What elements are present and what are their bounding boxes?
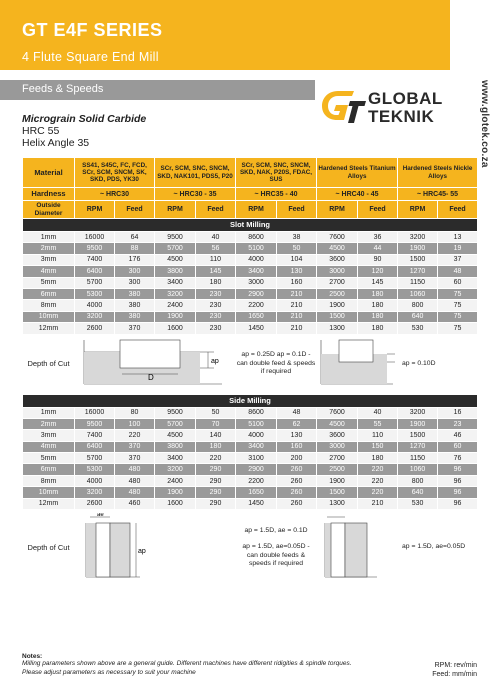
- feed-cell: 19: [438, 243, 478, 254]
- feed-cell: 75: [438, 288, 478, 299]
- feed-cell: 460: [115, 498, 155, 509]
- feed-cell: 23: [438, 418, 478, 429]
- rpm-cell: 7400: [75, 254, 115, 265]
- table-row: [23, 311, 478, 322]
- col-feed: Feed: [358, 201, 398, 219]
- col-feed: Feed: [115, 201, 155, 219]
- rpm-cell: 1600: [155, 323, 196, 334]
- feed-cell: 180: [358, 453, 398, 464]
- diameter-cell: 3mm: [23, 254, 75, 265]
- rpm-cell: 1450: [236, 498, 277, 509]
- rpm-cell: 3000: [317, 266, 358, 277]
- slot-depth-label: [23, 334, 75, 394]
- feed-cell: 260: [277, 464, 317, 475]
- diameter-cell: 10mm: [23, 311, 75, 322]
- material-group-2: SCr, SCM, SNC, SNCM, SKD, NAK101, PDS5, P20: [155, 158, 236, 188]
- feed-cell: 230: [196, 300, 236, 311]
- rpm-cell: 2900: [236, 288, 277, 299]
- rpm-cell: 9500: [75, 243, 115, 254]
- rpm-cell: 8600: [236, 232, 277, 243]
- feed-cell: 96: [438, 475, 478, 486]
- table-row: [23, 243, 478, 254]
- feed-cell: 230: [196, 311, 236, 322]
- rpm-cell: 1150: [398, 453, 438, 464]
- slot-milling-rows: [23, 232, 478, 335]
- feed-cell: 290: [196, 475, 236, 486]
- feed-cell: 260: [277, 475, 317, 486]
- rpm-cell: 4000: [236, 254, 277, 265]
- feed-cell: 64: [115, 232, 155, 243]
- feed-cell: 220: [115, 430, 155, 441]
- rpm-cell: 9500: [155, 407, 196, 418]
- slot-note-2: ap = 0.10D: [402, 359, 436, 367]
- feed-cell: 130: [277, 430, 317, 441]
- col-rpm: RPM: [75, 201, 115, 219]
- rpm-cell: 1450: [236, 323, 277, 334]
- side-depth-label: [23, 510, 75, 586]
- rpm-cell: 1650: [236, 487, 277, 498]
- feed-cell: 370: [115, 453, 155, 464]
- feed-cell: 96: [438, 464, 478, 475]
- feed-cell: 80: [115, 407, 155, 418]
- feed-cell: 180: [196, 277, 236, 288]
- diameter-label: Outside Diameter: [23, 201, 75, 219]
- feed-cell: 180: [358, 311, 398, 322]
- logo-mark-icon: [320, 85, 366, 125]
- material-group-1: SS41, S45C, FC, FCD, SCr, SCM, SNCM, SK, SKD, PDS, YK30: [75, 158, 155, 188]
- slot-diagram-cell-1: [75, 334, 236, 394]
- feed-cell: 480: [115, 487, 155, 498]
- rpm-cell: 9500: [75, 418, 115, 429]
- rpm-cell: 3200: [398, 407, 438, 418]
- rpm-cell: 2700: [317, 277, 358, 288]
- rpm-cell: 1300: [317, 323, 358, 334]
- diameter-cell: 8mm: [23, 475, 75, 486]
- feed-cell: 480: [115, 464, 155, 475]
- slot-note-1: ap = 0.25D ap = 0.1D - can double feed & speeds if required: [236, 351, 316, 376]
- feed-cell: 62: [277, 418, 317, 429]
- rpm-cell: 7400: [75, 430, 115, 441]
- rpm-cell: 5100: [236, 243, 277, 254]
- logo-text-teknik: TEKNIK: [368, 107, 435, 126]
- feed-cell: 300: [115, 266, 155, 277]
- rpm-cell: 1270: [398, 441, 438, 452]
- slot-diagram-d: D: [148, 373, 154, 383]
- rpm-cell: 640: [398, 311, 438, 322]
- side-note-2: ap = 1.5D, ae=0.05D: [402, 543, 466, 551]
- hardness-1: ~ HRC30: [75, 188, 155, 201]
- side-diagram-cell-2: [317, 510, 398, 586]
- feed-cell: 48: [277, 407, 317, 418]
- slot-milling-title: Slot Milling: [23, 219, 478, 232]
- unit-rpm: RPM: rev/min: [434, 662, 477, 669]
- spec-helix: Helix Angle 35: [22, 137, 90, 149]
- page-title: GT E4F SERIES: [22, 20, 163, 40]
- feed-cell: 145: [358, 277, 398, 288]
- side-note-1a: ap = 1.5D, ae = 0.1D: [244, 526, 308, 534]
- feed-cell: 210: [277, 288, 317, 299]
- rpm-cell: 8600: [236, 407, 277, 418]
- rpm-cell: 3200: [398, 232, 438, 243]
- table-row: [23, 254, 478, 265]
- feed-cell: 290: [196, 487, 236, 498]
- feed-cell: 120: [358, 266, 398, 277]
- table-row: [23, 475, 478, 486]
- website-url[interactable]: [478, 80, 490, 230]
- table-row: [23, 498, 478, 509]
- table-row: [23, 464, 478, 475]
- rpm-cell: 1900: [317, 475, 358, 486]
- feed-cell: 180: [358, 288, 398, 299]
- feed-cell: 290: [196, 464, 236, 475]
- feed-cell: 230: [196, 323, 236, 334]
- rpm-cell: 1150: [398, 277, 438, 288]
- feed-cell: 100: [115, 418, 155, 429]
- feed-cell: 210: [277, 300, 317, 311]
- diameter-cell: 6mm: [23, 288, 75, 299]
- rpm-cell: 5300: [75, 464, 115, 475]
- rpm-cell: 5700: [155, 418, 196, 429]
- feed-cell: 60: [438, 277, 478, 288]
- notes-line-1: Milling parameters shown above are a general guide. Different machines have different ridigities & spindle torques.: [22, 660, 352, 667]
- side-note-1b: ap = 1.5D, ae=0.05D - can double feeds & speeds if required: [242, 543, 310, 568]
- feed-cell: 145: [196, 266, 236, 277]
- table-row: [23, 441, 478, 452]
- rpm-cell: 6400: [75, 441, 115, 452]
- feed-cell: 130: [277, 266, 317, 277]
- slot-note-cell-1: [236, 334, 317, 394]
- feed-cell: 37: [438, 254, 478, 265]
- feed-cell: 96: [438, 487, 478, 498]
- rpm-cell: 3400: [155, 453, 196, 464]
- col-rpm: RPM: [317, 201, 358, 219]
- rpm-cell: 5100: [236, 418, 277, 429]
- rpm-cell: 530: [398, 498, 438, 509]
- feed-cell: 36: [358, 232, 398, 243]
- rpm-cell: 4500: [155, 430, 196, 441]
- side-diagram-ap: ap: [138, 547, 146, 555]
- feed-cell: 260: [277, 487, 317, 498]
- feed-cell: 110: [358, 430, 398, 441]
- side-note-cell-1: [236, 510, 317, 586]
- feed-cell: 150: [358, 441, 398, 452]
- rpm-cell: 3800: [155, 266, 196, 277]
- slot-note-cell-2: [398, 334, 478, 394]
- side-milling-rows: [23, 407, 478, 510]
- hardness-5: ~ HRC45- 55: [398, 188, 478, 201]
- diameter-cell: 2mm: [23, 243, 75, 254]
- hardness-label: Hardness: [23, 188, 75, 201]
- col-feed: Feed: [196, 201, 236, 219]
- rpm-cell: 16000: [75, 232, 115, 243]
- spec-material: Micrograin Solid Carbide: [22, 113, 147, 125]
- rpm-cell: 3100: [236, 453, 277, 464]
- rpm-cell: 3200: [155, 288, 196, 299]
- material-label: Material: [23, 158, 75, 188]
- table-row: [23, 418, 478, 429]
- logo-text-global: GLOBAL: [368, 89, 443, 108]
- rpm-cell: 2200: [236, 475, 277, 486]
- company-logo: [320, 85, 460, 127]
- diameter-cell: 5mm: [23, 277, 75, 288]
- spec-hrc: HRC 55: [22, 125, 60, 137]
- table-row: [23, 407, 478, 418]
- diameter-cell: 2mm: [23, 418, 75, 429]
- rpm-cell: 7600: [317, 407, 358, 418]
- feed-cell: 220: [358, 475, 398, 486]
- slot-milling-header: [23, 219, 478, 232]
- material-group-4: Hardened Steels Titanium Alloys: [317, 158, 398, 188]
- feed-cell: 180: [358, 300, 398, 311]
- slot-milling-diagram: [80, 338, 230, 388]
- hardness-2: ~ HRC30 - 35: [155, 188, 236, 201]
- rpm-cell: 1060: [398, 464, 438, 475]
- slot-diagram-ap: ap: [211, 358, 219, 366]
- diameter-cell: 6mm: [23, 464, 75, 475]
- side-milling-diagram-2: [317, 513, 397, 581]
- rpm-cell: 3400: [236, 441, 277, 452]
- feed-cell: 56: [196, 243, 236, 254]
- feed-cell: 76: [438, 453, 478, 464]
- rpm-cell: 1650: [236, 311, 277, 322]
- feed-cell: 370: [115, 441, 155, 452]
- rpm-cell: 2500: [317, 288, 358, 299]
- rpm-cell: 4000: [75, 475, 115, 486]
- column-header-row: [23, 201, 478, 219]
- side-diagram-ae: ae: [97, 512, 104, 518]
- feed-cell: 40: [358, 407, 398, 418]
- table-row: [23, 323, 478, 334]
- table-row: [23, 300, 478, 311]
- feed-cell: 90: [358, 254, 398, 265]
- rpm-cell: 2200: [236, 300, 277, 311]
- rpm-cell: 3600: [317, 430, 358, 441]
- feed-cell: 180: [196, 441, 236, 452]
- feed-cell: 380: [115, 300, 155, 311]
- feed-cell: 13: [438, 232, 478, 243]
- rpm-cell: 3800: [155, 441, 196, 452]
- rpm-cell: 5300: [75, 288, 115, 299]
- rpm-cell: 5700: [155, 243, 196, 254]
- diameter-cell: 8mm: [23, 300, 75, 311]
- feed-cell: 60: [438, 441, 478, 452]
- feed-cell: 88: [115, 243, 155, 254]
- rpm-cell: 6400: [75, 266, 115, 277]
- rpm-cell: 640: [398, 487, 438, 498]
- rpm-cell: 1500: [317, 487, 358, 498]
- feed-cell: 75: [438, 311, 478, 322]
- rpm-cell: 4000: [75, 300, 115, 311]
- hardness-4: ~ HRC40 - 45: [317, 188, 398, 201]
- table-row: [23, 232, 478, 243]
- rpm-cell: 3600: [317, 254, 358, 265]
- feed-cell: 200: [277, 453, 317, 464]
- feed-cell: 110: [196, 254, 236, 265]
- rpm-cell: 2600: [75, 498, 115, 509]
- rpm-cell: 530: [398, 323, 438, 334]
- diameter-cell: 4mm: [23, 266, 75, 277]
- rpm-cell: 3200: [75, 311, 115, 322]
- rpm-cell: 1500: [398, 430, 438, 441]
- page-subtitle: 4 Flute Square End Mill: [22, 50, 159, 64]
- feed-cell: 210: [358, 498, 398, 509]
- rpm-cell: 1900: [398, 243, 438, 254]
- feed-cell: 380: [115, 288, 155, 299]
- feed-cell: 140: [196, 430, 236, 441]
- feed-cell: 176: [115, 254, 155, 265]
- diameter-cell: 1mm: [23, 407, 75, 418]
- feed-cell: 480: [115, 475, 155, 486]
- rpm-cell: 1900: [155, 311, 196, 322]
- slot-diagram-cell-2: [317, 334, 398, 394]
- rpm-cell: 1060: [398, 288, 438, 299]
- material-row: [23, 158, 478, 188]
- feed-cell: 220: [358, 464, 398, 475]
- hardness-3: ~ HRC35 - 40: [236, 188, 317, 201]
- feed-cell: 380: [115, 311, 155, 322]
- rpm-cell: 9500: [155, 232, 196, 243]
- rpm-cell: 3200: [75, 487, 115, 498]
- material-group-5: Hardened Steels Nickle Alloys: [398, 158, 478, 188]
- rpm-cell: 7600: [317, 232, 358, 243]
- feed-cell: 370: [115, 323, 155, 334]
- table-row: [23, 277, 478, 288]
- depth-of-cut-label: Depth of Cut: [27, 359, 70, 369]
- col-rpm: RPM: [155, 201, 196, 219]
- rpm-cell: 4000: [236, 430, 277, 441]
- section-title: Feeds & Speeds: [22, 83, 104, 95]
- col-feed: Feed: [438, 201, 478, 219]
- rpm-cell: 4500: [317, 418, 358, 429]
- feed-cell: 38: [277, 232, 317, 243]
- side-diagram-cell-1: [75, 510, 236, 586]
- rpm-cell: 2600: [75, 323, 115, 334]
- feed-cell: 55: [358, 418, 398, 429]
- feed-cell: 16: [438, 407, 478, 418]
- rpm-cell: 4500: [317, 243, 358, 254]
- rpm-cell: 2500: [317, 464, 358, 475]
- feed-cell: 75: [438, 323, 478, 334]
- diameter-cell: 1mm: [23, 232, 75, 243]
- footer: [22, 653, 477, 678]
- rpm-cell: 3000: [317, 441, 358, 452]
- rpm-cell: 1900: [317, 300, 358, 311]
- unit-feed: Feed: mm/min: [432, 671, 477, 679]
- diameter-cell: 12mm: [23, 498, 75, 509]
- table-row: [23, 487, 478, 498]
- feeds-speeds-table: [22, 157, 478, 586]
- rpm-cell: 2900: [236, 464, 277, 475]
- rpm-cell: 5700: [75, 277, 115, 288]
- diameter-cell: 10mm: [23, 487, 75, 498]
- table-row: [23, 430, 478, 441]
- col-feed: Feed: [277, 201, 317, 219]
- notes-title: Notes:: [22, 653, 43, 660]
- feed-cell: 220: [196, 453, 236, 464]
- rpm-cell: 3000: [236, 277, 277, 288]
- diameter-cell: 12mm: [23, 323, 75, 334]
- rpm-cell: 1900: [155, 487, 196, 498]
- feed-cell: 230: [196, 288, 236, 299]
- feed-cell: 50: [277, 243, 317, 254]
- rpm-cell: 16000: [75, 407, 115, 418]
- col-rpm: RPM: [236, 201, 277, 219]
- website-url-text: www.glotek.co.za: [479, 80, 490, 168]
- rpm-cell: 1600: [155, 498, 196, 509]
- rpm-cell: 1500: [398, 254, 438, 265]
- rpm-cell: 800: [398, 475, 438, 486]
- feed-cell: 46: [438, 430, 478, 441]
- feed-cell: 104: [277, 254, 317, 265]
- side-milling-title: Side Milling: [23, 394, 478, 407]
- slot-milling-diagram-2: [317, 338, 397, 388]
- col-rpm: RPM: [398, 201, 438, 219]
- feed-cell: 160: [277, 441, 317, 452]
- diameter-cell: 5mm: [23, 453, 75, 464]
- feed-cell: 300: [115, 277, 155, 288]
- rpm-cell: 3400: [236, 266, 277, 277]
- feed-cell: 160: [277, 277, 317, 288]
- feed-cell: 210: [277, 311, 317, 322]
- feed-cell: 50: [196, 407, 236, 418]
- feed-cell: 48: [438, 266, 478, 277]
- feed-cell: 75: [438, 300, 478, 311]
- rpm-cell: 1270: [398, 266, 438, 277]
- rpm-cell: 3200: [155, 464, 196, 475]
- table-row: [23, 288, 478, 299]
- feed-cell: 44: [358, 243, 398, 254]
- side-note-cell-2: [398, 510, 478, 586]
- rpm-cell: 3400: [155, 277, 196, 288]
- rpm-cell: 800: [398, 300, 438, 311]
- side-milling-header: [23, 394, 478, 407]
- rpm-cell: 2400: [155, 300, 196, 311]
- hardness-row: [23, 188, 478, 201]
- feed-cell: 180: [358, 323, 398, 334]
- feed-cell: 40: [196, 232, 236, 243]
- side-milling-diagram: [80, 513, 230, 581]
- depth-of-cut-label: Depth of Cut: [27, 542, 70, 552]
- rpm-cell: 2700: [317, 453, 358, 464]
- feed-cell: 260: [277, 498, 317, 509]
- slot-depth-row: [23, 334, 478, 394]
- rpm-cell: 1500: [317, 311, 358, 322]
- feed-cell: 290: [196, 498, 236, 509]
- table-row: [23, 266, 478, 277]
- units-legend: [432, 661, 477, 680]
- rpm-cell: 2400: [155, 475, 196, 486]
- diameter-cell: 3mm: [23, 430, 75, 441]
- rpm-cell: 5700: [75, 453, 115, 464]
- diameter-cell: 4mm: [23, 441, 75, 452]
- notes-line-2: Please adjust parameters as necessary to suit your machine: [22, 668, 196, 676]
- side-depth-row: [23, 510, 478, 586]
- material-group-3: SCr, SCM, SNC, SNCM, SKD, NAK, P20S, FDAC, SUS: [236, 158, 317, 188]
- rpm-cell: 1300: [317, 498, 358, 509]
- feed-cell: 210: [277, 323, 317, 334]
- rpm-cell: 4500: [155, 254, 196, 265]
- feed-cell: 70: [196, 418, 236, 429]
- feed-cell: 96: [438, 498, 478, 509]
- table-row: [23, 453, 478, 464]
- rpm-cell: 1900: [398, 418, 438, 429]
- feed-cell: 220: [358, 487, 398, 498]
